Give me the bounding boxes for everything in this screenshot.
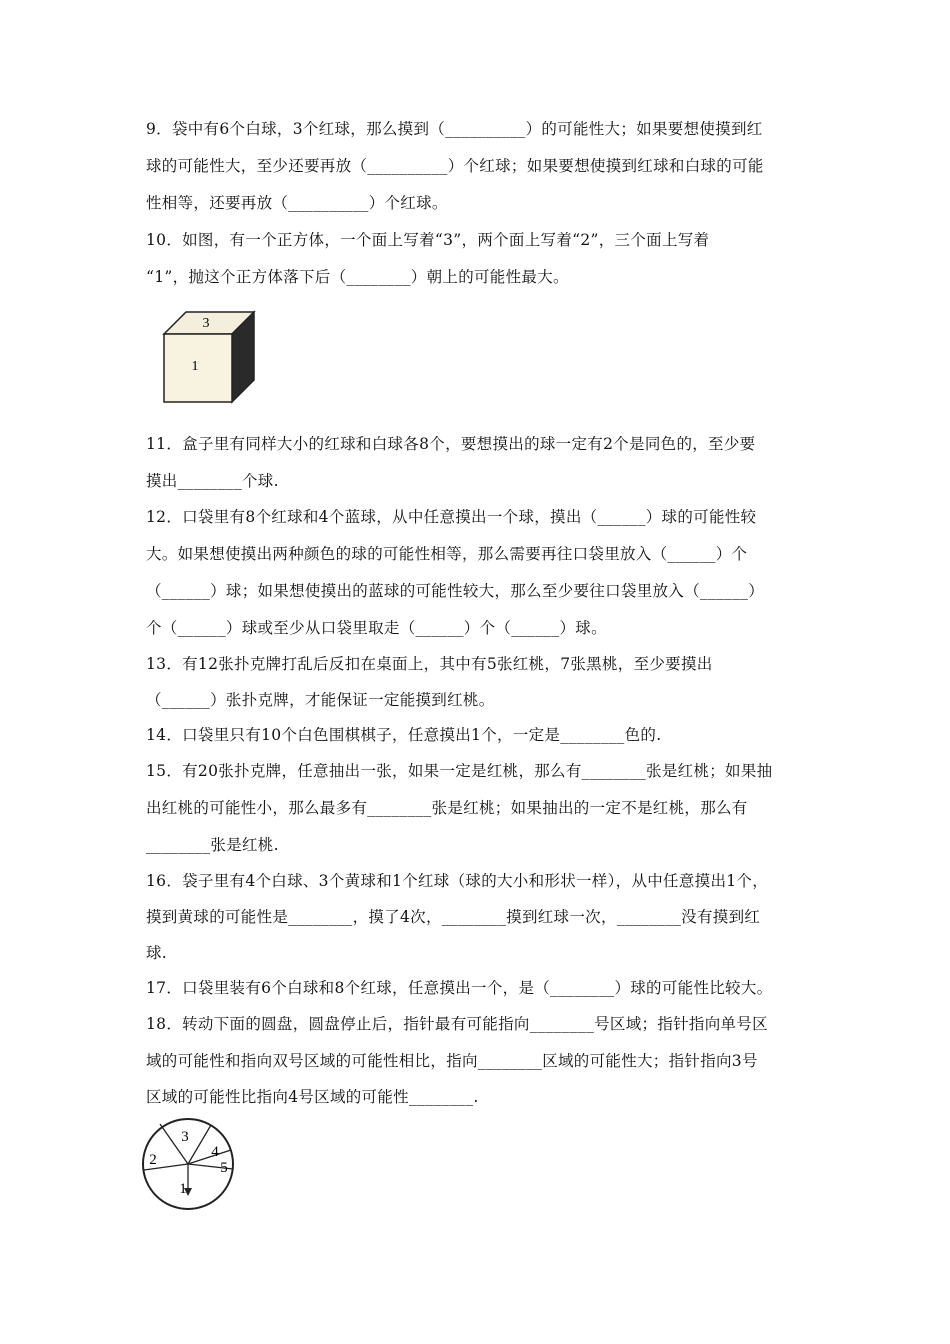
cube-figure (160, 306, 260, 406)
q9-line-2: 球的可能性大，至少还要再放（__________）个红球；如果要想使摸到红球和白球的可能 (146, 157, 764, 175)
q11-line-2: 摸出________个球. (146, 472, 279, 490)
q12-line-3: （______）球；如果想使摸出的蓝球的可能性较大，那么至少要往口袋里放入（______） (146, 582, 765, 600)
cube-top-label: 3 (202, 316, 210, 331)
q17-line-1: 17．口袋里装有6个白球和8个红球，任意摸出一个，是（________）球的可能性比较大。 (146, 979, 773, 997)
q12-line-4: 个（______）球或至少从口袋里取走（______）个（______）球。 (146, 619, 607, 637)
q10-line-2: “1”，抛这个正方体落下后（________）朝上的可能性最大。 (146, 268, 569, 286)
q12-line-1: 12．口袋里有8个红球和4个蓝球，从中任意摸出一个球，摸出（______）球的可能性较 (146, 508, 757, 526)
q18-line-1: 18．转动下面的圆盘，圆盘停止后，指针最有可能指向________号区域；指针指向单号区 (146, 1015, 768, 1033)
q15-line-2: 出红桃的可能性小，那么最多有________张是红桃；如果抽出的一定不是红桃，那么有 (146, 799, 748, 817)
q15-line-1: 15．有20张扑克牌，任意抽出一张，如果一定是红桃，那么有________张是红桃；如果抽 (146, 762, 773, 780)
q9-line-1: 9．袋中有6个白球，3个红球，那么摸到（__________）的可能性大；如果要想使摸到红 (146, 120, 763, 138)
q16-line-3: 球. (146, 944, 168, 962)
q18-line-2: 域的可能性和指向双号区域的可能性相比，指向________区域的可能性大；指针指向3号 (146, 1052, 758, 1070)
q14-line-1: 14．口袋里只有10个白色围棋棋子，任意摸出1个，一定是________色的. (146, 726, 662, 744)
q12-line-2: 大。如果想使摸出两种颜色的球的可能性相等，那么需要再往口袋里放入（______）个 (146, 545, 748, 563)
spinner-label-1: 1 (179, 1181, 187, 1197)
q10-line-1: 10．如图，有一个正方体，一个面上写着“3”，两个面上写着“2”，三个面上写着 (146, 231, 710, 249)
spinner-label-4: 4 (211, 1144, 219, 1160)
spinner-label-2: 2 (149, 1152, 157, 1168)
cube-front-label: 1 (191, 359, 199, 374)
q11-line-1: 11．盒子里有同样大小的红球和白球各8个，要想摸出的球一定有2个是同色的，至少要 (146, 435, 756, 453)
q13-line-1: 13．有12张扑克牌打乱后反扣在桌面上，其中有5张红桃，7张黑桃，至少要摸出 (146, 655, 713, 673)
q15-line-3: ________张是红桃. (146, 836, 279, 854)
spinner-label-3: 3 (181, 1129, 189, 1145)
q13-line-2: （______）张扑克牌，才能保证一定能摸到红桃。 (146, 691, 495, 709)
spinner-figure (140, 1116, 240, 1212)
spinner-label-5: 5 (220, 1160, 228, 1176)
q18-line-3: 区域的可能性比指向4号区域的可能性________. (146, 1088, 479, 1106)
q9-line-3: 性相等，还要再放（__________）个红球。 (146, 194, 448, 212)
q16-line-1: 16．袋子里有4个白球、3个黄球和1个红球（球的大小和形状一样），从中任意摸出1个， (146, 872, 769, 890)
q16-line-2: 摸到黄球的可能性是________，摸了4次，________摸到红球一次，________没有摸到红 (146, 908, 761, 926)
